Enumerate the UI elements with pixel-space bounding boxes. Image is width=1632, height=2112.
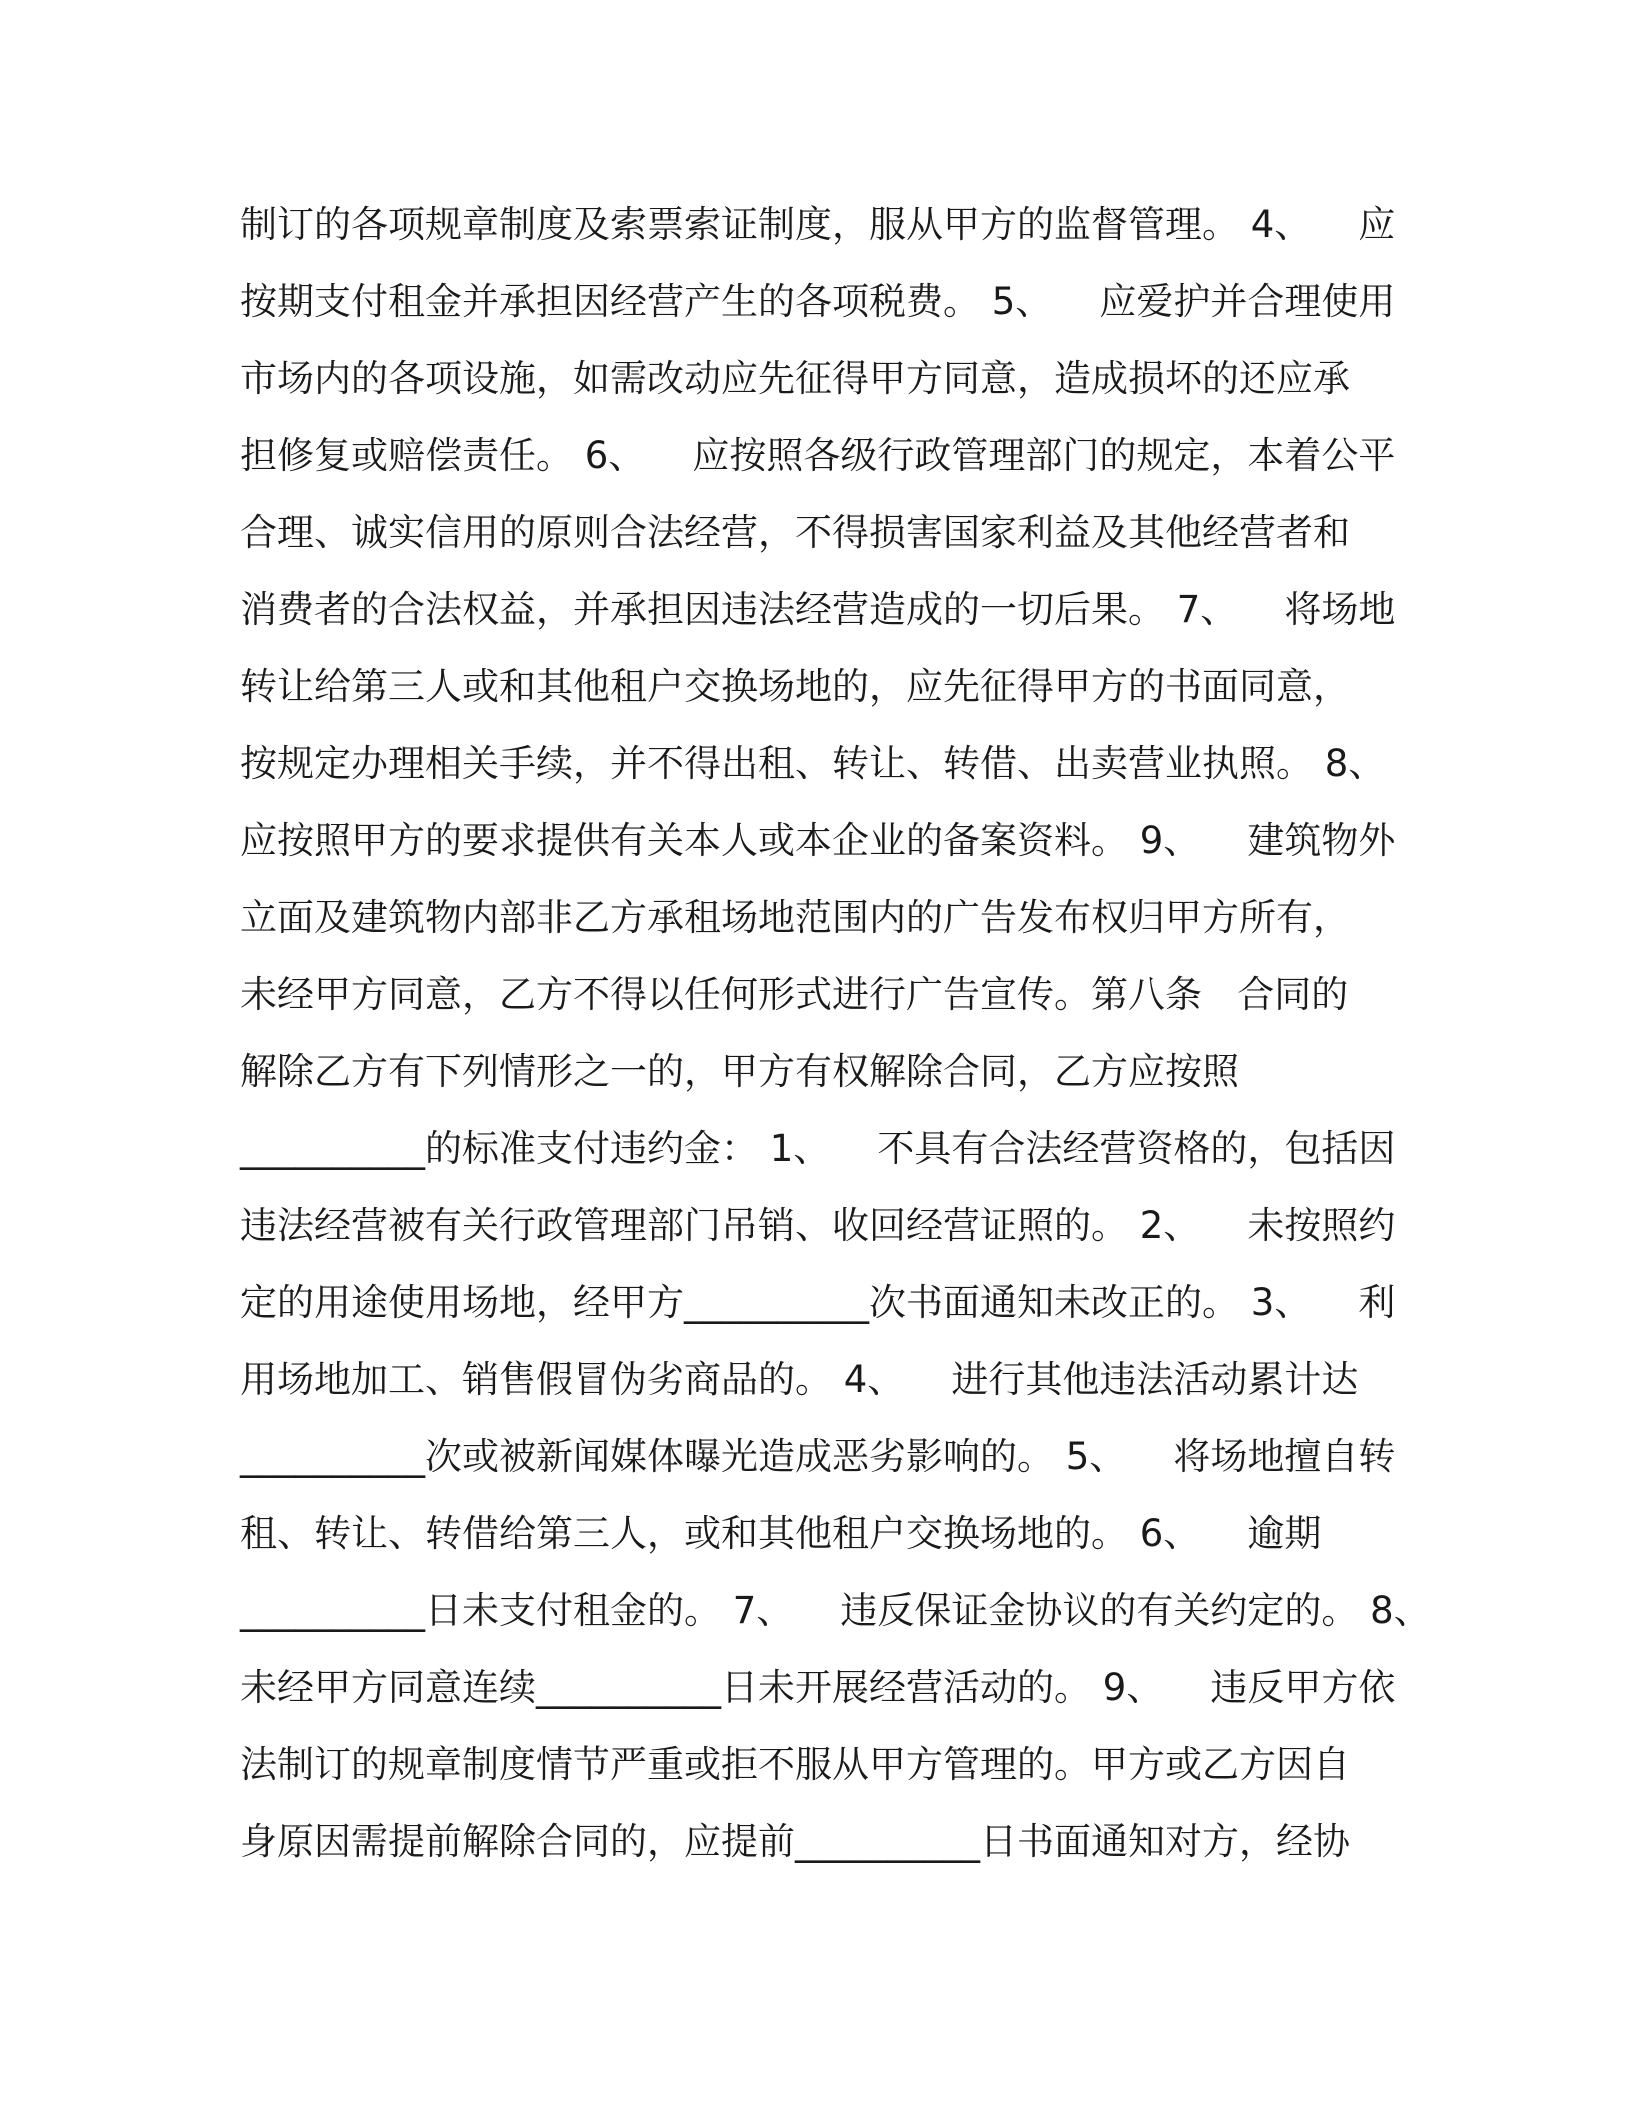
text-line: 解除乙方有下列情形之一的，甲方有权解除合同，乙方应按照 xyxy=(240,1050,1239,1093)
text-line: 未经甲方同意，乙方不得以任何形式进行广告宣传。第八条 合同的 xyxy=(240,973,1349,1016)
document-body xyxy=(240,186,1431,1880)
text-line: 按规定办理相关手续，并不得出租、转让、转借、出卖营业执照。 8、 xyxy=(240,742,1386,785)
text-line: 市场内的各项设施，如需改动应先征得甲方同意，造成损坏的还应承 xyxy=(240,357,1350,400)
text-line: 法制订的规章制度情节严重或拒不服从甲方管理的。甲方或乙方因自 xyxy=(240,1743,1350,1786)
text-line: 消费者的合法权益，并承担因违法经营造成的一切后果。 7、 将场地 xyxy=(240,588,1396,631)
text-line: 担修复或赔偿责任。 6、 应按照各级行政管理部门的规定，本着公平 xyxy=(240,434,1396,477)
text-line: 立面及建筑物内部非乙方承租场地范围内的广告发布权归甲方所有， xyxy=(240,896,1350,939)
text-line: 违法经营被有关行政管理部门吊销、收回经营证照的。 2、 未按照约 xyxy=(240,1204,1396,1247)
text-line: __________的标准支付违约金： 1、 不具有合法经营资格的，包括因 xyxy=(240,1127,1396,1170)
text-line: 合理、诚实信用的原则合法经营，不得损害国家利益及其他经营者和 xyxy=(240,511,1350,554)
text-line: 按期支付租金并承担因经营产生的各项税费。 5、 应爱护并合理使用 xyxy=(240,280,1396,323)
text-line: 制订的各项规章制度及索票索证制度，服从甲方的监督管理。 4、 应 xyxy=(240,203,1396,246)
text-line: 转让给第三人或和其他租户交换场地的，应先征得甲方的书面同意， xyxy=(240,665,1350,708)
text-line: 租、转让、转借给第三人，或和其他租户交换场地的。 6、 逾期 xyxy=(240,1512,1322,1555)
text-line: 应按照甲方的要求提供有关本人或本企业的备案资料。 9、 建筑物外 xyxy=(240,819,1396,862)
text-line: __________日未支付租金的。 7、 违反保证金协议的有关约定的。 8、 xyxy=(240,1589,1431,1632)
text-line: 身原因需提前解除合同的，应提前__________日书面通知对方，经协 xyxy=(240,1820,1350,1863)
text-line: 未经甲方同意连续__________日未开展经营活动的。 9、 违反甲方依 xyxy=(240,1666,1396,1709)
text-line: 定的用途使用场地，经甲方__________次书面通知未改正的。 3、 利 xyxy=(240,1281,1396,1324)
text-line: 用场地加工、销售假冒伪劣商品的。 4、 进行其他违法活动累计达 xyxy=(240,1358,1359,1401)
text-line: __________次或被新闻媒体曝光造成恶劣影响的。 5、 将场地擅自转 xyxy=(240,1435,1396,1478)
